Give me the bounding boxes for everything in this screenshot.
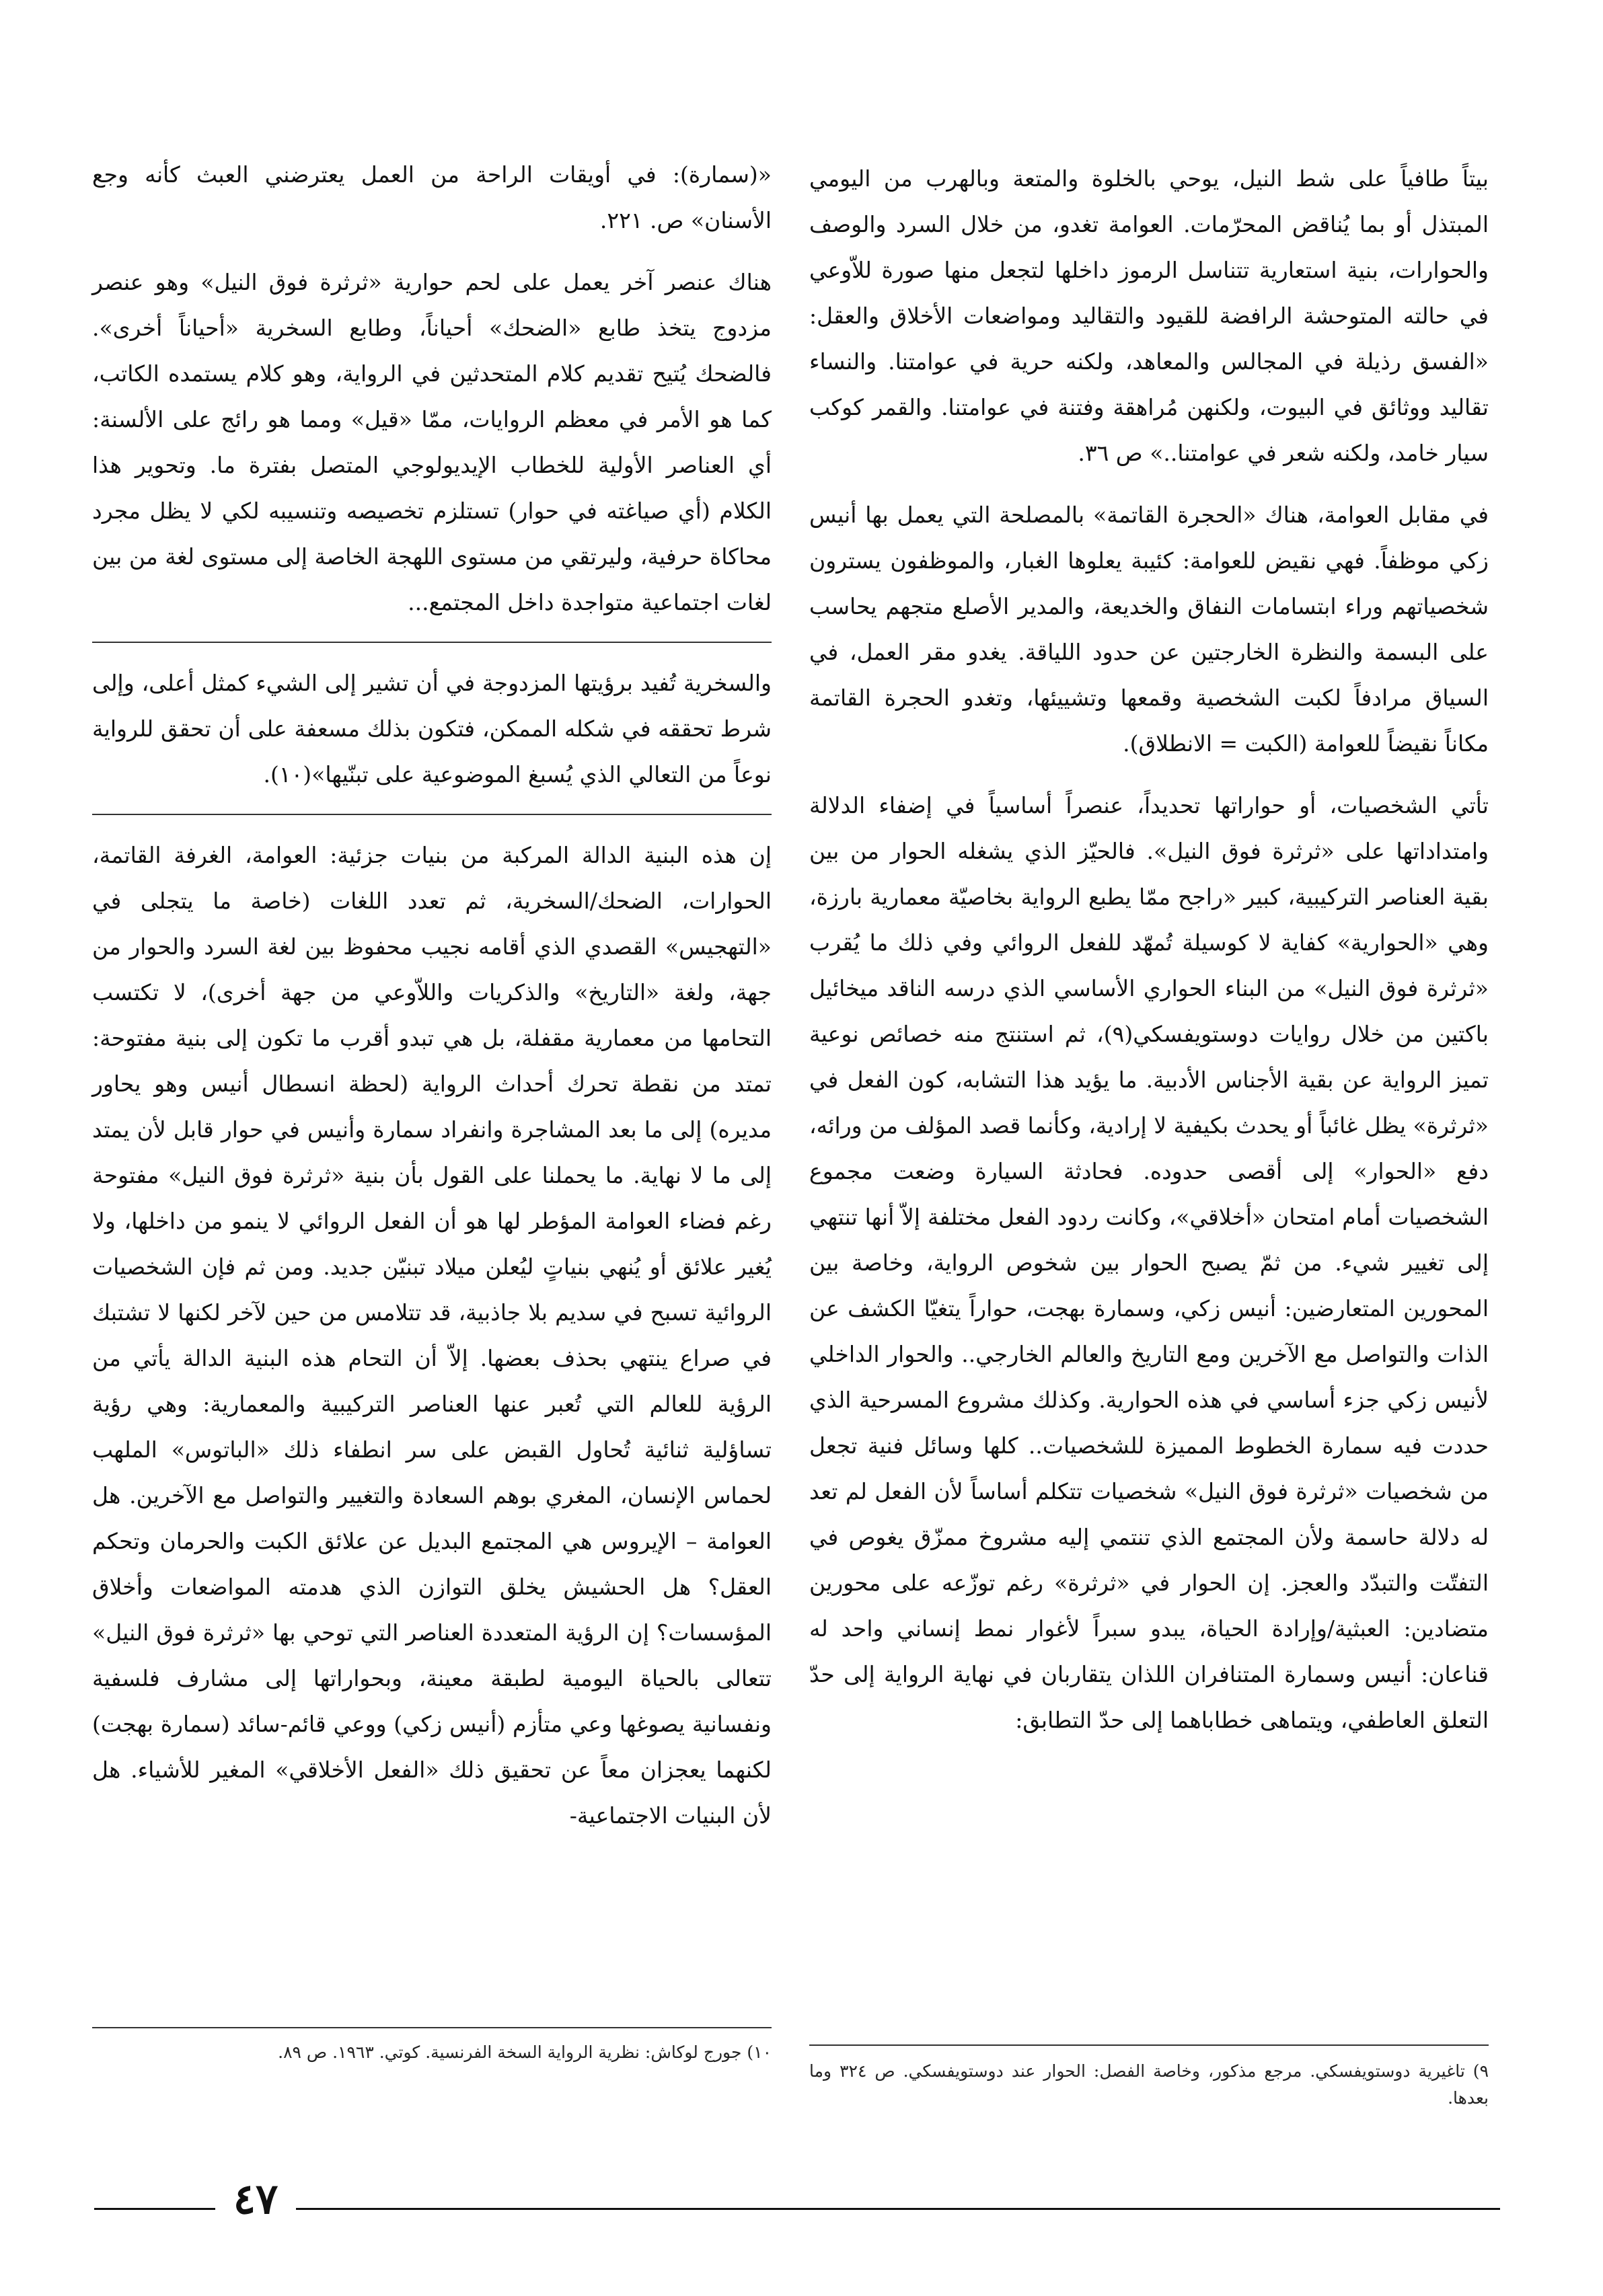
page-footer (94, 2169, 1500, 2229)
paragraph: «(سمارة): في أويقات الراحة من العمل يعترضني العبث كأنه وجع الأسنان» ص. ٢٢١. (92, 161, 772, 233)
paragraph: بيتاً طافياً على شط النيل، يوحي بالخلوة والمتعة وبالهرب من اليومي المبتذل أو بما يُناقض المحرّمات. العوامة تغدو، من خلال السرد والوصف والحوارات، بنية استعارية تتناسل الرموز داخلها لتجعل منها صورة للاّوعي في حالته المتوحشة الرافضة للقيود والتقاليد ومواضعات الأخلاق والعقل: «الفسق رذيلة في المجالس والمعاهد، ولكنه حرية في عوامتنا. والنساء تقاليد ووثائق في البيوت، ولكنهن مُراهقة وفتنة في عوامتنا. والقمر كوكب سيار خامد، ولكنه شعر في عوامتنا..» ص ٣٦. (809, 165, 1489, 466)
paragraph: هناك عنصر آخر يعمل على لحم حوارية «ثرثرة فوق النيل» وهو عنصر مزدوج يتخذ طابع «الضحك» أحياناً، وطابع السخرية «أحياناً أخرى». فالضحك يُتيح تقديم كلام المتحدثين في الرواية، وهو كلام يستمده الكاتب، كما هو الأمر في معظم الروايات، ممّا «قيل» ومما هو رائج على الألسنة: أي العناصر الأولية للخطاب الإيديولوجي المتصل بفترة ما. وتحوير هذا الكلام (أي صياغته في حوار) تستلزم تخصيصه وتنسيبه لكي لا يظل مجرد محاكاة حرفية، وليرتقي من مستوى اللهجة الخاصة إلى مستوى لغة من بين لغات اجتماعية متواجدة داخل المجتمع... (92, 269, 772, 615)
paragraph: إن هذه البنية الدالة المركبة من بنيات جزئية: العوامة، الغرفة القاتمة، الحوارات، الضحك/السخرية، ثم تعدد اللغات (خاصة ما يتجلى في «التهجيس» القصدي الذي أقامه نجيب محفوظ بين لغة السرد والحوار من جهة، ولغة «التاريخ» والذكريات واللاّوعي من جهة أخرى)، لا تكتسب التحامها من معمارية مقفلة، بل هي تبدو أقرب ما تكون إلى بنية مفتوحة: تمتد من نقطة تحرك أحداث الرواية (لحظة انسطال أنيس وهو يحاور مديره) إلى ما بعد المشاجرة وانفراد سمارة وأنيس في حوار قابل لأن يمتد إلى ما لا نهاية. ما يحملنا على القول بأن بنية «ثرثرة فوق النيل» مفتوحة رغم فضاء العوامة المؤطر لها هو أن الفعل الروائي لا ينمو من داخلها، ولا يُغير علائق أو يُنهي بنياتٍ ليُعلن ميلاد تبنيّن جديد. ومن ثم فإن الشخصيات الروائية تسبح في سديم بلا جاذبية، قد تتلامس من حين لآخر لكنها لا تشتبك في صراع ينتهي بحذف بعضها. إلاّ أن التحام هذه البنية الدالة يأتي من الرؤية للعالم التي تُعبر عنها العناصر التركيبية والمعمارية: وهي رؤية تساؤلية ثنائية تُحاول القبض على سر انطفاء ذلك «الباتوس» الملهب لحماس الإنسان، المغري بوهم السعادة والتغيير والتواصل مع الآخرين. هل العوامة – الإيروس هي المجتمع البديل عن علائق الكبت والحرمان وتحكم العقل؟ هل الحشيش يخلق التوازن الذي هدمته المواضعات وأخلاق المؤسسات؟ إن الرؤية المتعددة العناصر التي توحي بها «ثرثرة فوق النيل» تتعالى بالحياة اليومية لطبقة معينة، وبحواراتها إلى مشارف فلسفية ونفسانية يصوغها وعي متأزم (أنيس زكي) ووعي قائم-سائد (سمارة بهجت) لكنهما يعجزان معاً عن تحقيق ذلك «الفعل الأخلاقي» المغير للأشياء. هل لأن البنيات الاجتماعية- (92, 814, 772, 1839)
footer-rule-left (94, 2208, 215, 2210)
left-column (92, 152, 772, 1855)
footnote-10: ١٠) جورج لوكاش: نظرية الرواية السخة الفرنسية. كوتي. ١٩٦٣. ص ٨٩. (92, 2027, 772, 2066)
paragraph: في مقابل العوامة، هناك «الحجرة القاتمة» بالمصلحة التي يعمل بها أنيس زكي موظفاً. فهي نقيض للعوامة: كئيبة يعلوها الغبار، والموظفون يسترون شخصياتهم وراء ابتسامات النفاق والخديعة، والمدير الأصلع متجهم يحاسب على البسمة والنظرة الخارجتين عن حدود اللياقة. يغدو مقر العمل، في السياق مرادفاً لكبت الشخصية وقمعها وتشييئها، وتغدو الحجرة القاتمة مكاناً نقيضاً للعوامة (الكبت = الانطلاق). (809, 502, 1489, 757)
right-column (809, 156, 1489, 1759)
footer-rule-right (296, 2208, 1500, 2210)
paragraph: تأتي الشخصيات، أو حواراتها تحديداً، عنصراً أساسياً في إضفاء الدلالة وامتداداتها على «ثرثرة فوق النيل». فالحيّز الذي يشغله الحوار من بين بقية العناصر التركيبية، كبير «راجح ممّا يطبع الرواية بخاصيّة معمارية بارزة، وهي «الحوارية» كفاية لا كوسيلة تُمهّد للفعل الروائي وفي ذلك ما يُقرب «ثرثرة فوق النيل» من البناء الحواري الأساسي الذي درسه الناقد ميخائيل باكتين من خلال روايات دوستويفسكي(٩)، ثم استنتج منه خصائص نوعية تميز الرواية عن بقية الأجناس الأدبية. ما يؤيد هذا التشابه، كون الفعل في «ثرثرة» يظل غائباً أو يحدث بكيفية لا إرادية، وكأنما قصد المؤلف من ورائه، دفع «الحوار» إلى أقصى حدوده. فحادثة السيارة وضعت مجموع الشخصيات أمام امتحان «أخلاقي»، وكانت ردود الفعل مختلفة إلاّ أنها تنتهي إلى تغيير شيء. من ثمّ يصبح الحوار بين شخوص الرواية، وخاصة بين المحورين المتعارضين: أنيس زكي، وسمارة بهجت، حواراً يتغيّا الكشف عن الذات والتواصل مع الآخرين ومع التاريخ والعالم الخارجي.. والحوار الداخلي لأنيس زكي جزء أساسي في هذه الحوارية. وكذلك مشروع المسرحية الذي حددت فيه سمارة الخطوط المميزة للشخصيات.. كلها وسائل فنية تجعل من شخصيات «ثرثرة فوق النيل» شخصيات تتكلم أساساً لأن الفعل لم تعد له دلالة حاسمة ولأن المجتمع الذي تنتمي إليه مشروخ ممزّق يغوص في التفتّت والتبدّد والعجز. إن الحوار في «ثرثرة» رغم توزّعه على محورين متضادين: العبثية/وإرادة الحياة، يبدو سبراً لأغوار نمط إنساني واحد له قناعان: أنيس وسمارة المتنافران اللذان يتقاربان في نهاية الرواية إلى حدّ التعلق العاطفي، ويتماهى خطاباهما إلى حدّ التطابق: (809, 792, 1489, 1733)
page-number: ٤٧ (233, 2174, 278, 2223)
paragraph: والسخرية تُفيد برؤيتها المزدوجة في أن تشير إلى الشيء كمثل أعلى، وإلى شرط تحققه في شكله الممكن، فتكون بذلك مسعفة على أن تحقق للرواية نوعاً من التعالي الذي يُسبغ الموضوعية على تبنّيها»(١٠). (92, 642, 772, 798)
footnote-9: ٩) تاغيرية دوستويفسكي. مرجع مذكور، وخاصة الفصل: الحوار عند دوستويفسكي. ص ٣٢٤ وما بعدها. (809, 2044, 1489, 2112)
